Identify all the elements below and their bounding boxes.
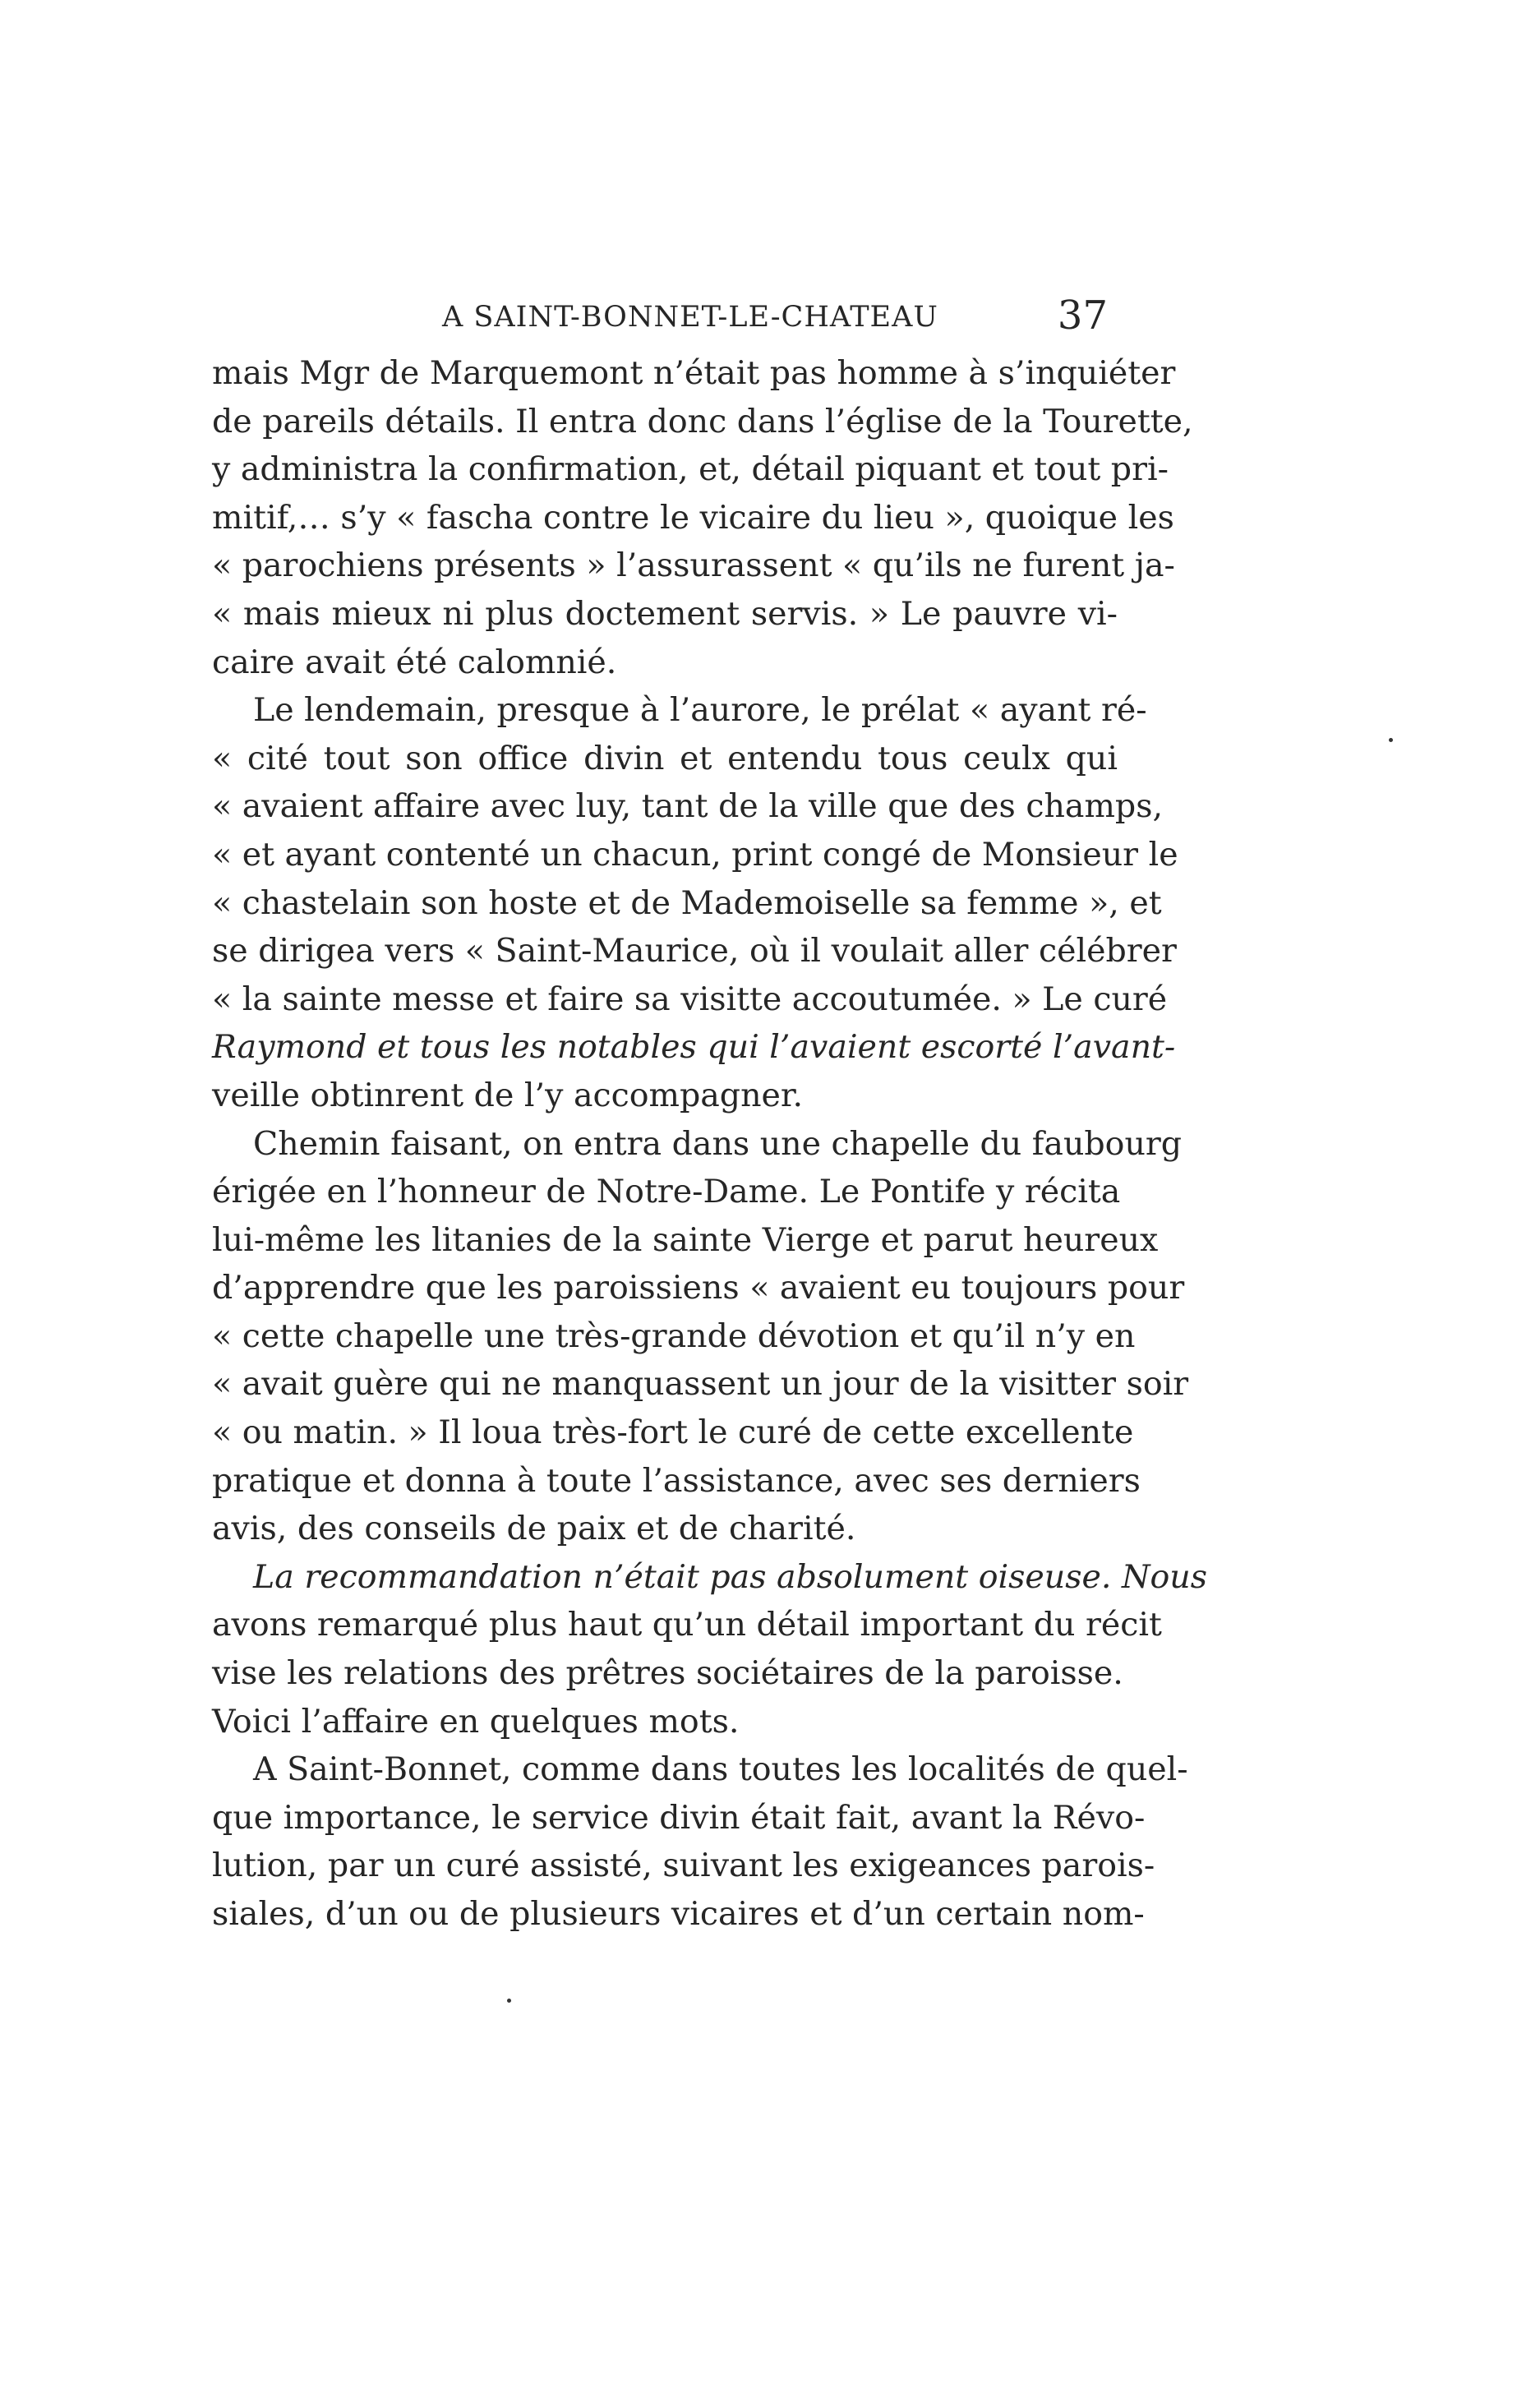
text-line: « parochiens présents » l’assurassent « qu’ils ne furent ja- [212, 546, 1175, 585]
text-line: vise les relations des prêtres sociétaires de la paroisse. [212, 1654, 1123, 1693]
text-line: caire avait été calomnié. [212, 643, 617, 681]
text-line: érigée en l’honneur de Notre-Dame. Le Pontife y récita [212, 1173, 1121, 1211]
text-line: Le lendemain, presque à l’aurore, le prélat « ayant ré- [253, 691, 1147, 730]
text-line: d’apprendre que les paroissiens « avaient eu toujours pour [212, 1269, 1185, 1307]
text-line: avons remarqué plus haut qu’un détail important du récit [212, 1606, 1162, 1644]
text-line: mitif,… s’y « fascha contre le vicaire du lieu », quoique les [212, 498, 1174, 537]
paragraph-3 [212, 1120, 1189, 1553]
running-title: A SAINT-BONNET-LE-CHATEAU [442, 301, 938, 334]
text-line: « et ayant contenté un chacun, print congé de Monsieur le [212, 835, 1178, 874]
paragraph-5 [212, 1745, 1188, 1938]
text-line: « chastelain son hoste et de Mademoiselle sa femme », et [212, 883, 1162, 922]
text-line: « la sainte messe et faire sa visitte accoutumée. » Le curé [212, 980, 1168, 1018]
text-line: « cité tout son office divin et entendu tous ceulx qui [212, 739, 1118, 777]
text-line: se dirigea vers « Saint-Maurice, où il voulait aller célébrer [212, 932, 1177, 971]
paragraph-4 [212, 1553, 1208, 1745]
text-line: « mais mieux ni plus doctement servis. » Le pauvre vi- [212, 594, 1118, 633]
ink-speck [507, 1999, 511, 2003]
text-line: avis, des conseils de paix et de charité. [212, 1510, 856, 1548]
text-line: La recommandation n’était pas absolument oiseuse. Nous [253, 1557, 1208, 1596]
text-line: Voici l’affaire en quelques mots. [212, 1702, 740, 1741]
text-line: A Saint-Bonnet, comme dans toutes les localités de quel- [253, 1750, 1188, 1789]
text-line: de pareils détails. Il entra donc dans l’église de la Tourette, [212, 402, 1193, 440]
running-header [212, 293, 1118, 342]
text-line: lui-même les litanies de la sainte Vierge et parut heureux [212, 1220, 1159, 1259]
text-line: y administra la confirmation, et, détail piquant et tout pri- [212, 450, 1169, 489]
ink-speck [1389, 738, 1393, 742]
text-line: pratique et donna à toute l’assistance, avec ses derniers [212, 1461, 1141, 1500]
text-line: Raymond et tous les notables qui l’avaient escorté l’avant- [212, 1028, 1176, 1067]
text-line: que importance, le service divin était fait, avant la Révo- [212, 1798, 1146, 1837]
text-line: « avaient affaire avec luy, tant de la ville que des champs, [212, 787, 1164, 826]
text-line: mais Mgr de Marquemont n’était pas homme à s’inquiéter [212, 354, 1176, 392]
text-line: veille obtinrent de l’y accompagner. [212, 1076, 804, 1114]
text-line: Chemin faisant, on entra dans une chapelle du faubourg [253, 1124, 1183, 1163]
paragraph-2 [212, 686, 1178, 1119]
text-line: « ou matin. » Il loua très-fort le curé de cette excellente [212, 1413, 1134, 1452]
paragraph-1 [212, 349, 1193, 686]
text-line: lution, par un curé assisté, suivant les exigeances parois- [212, 1847, 1155, 1885]
body-text [212, 349, 1208, 1939]
page-number: 37 [1057, 293, 1108, 339]
text-line: siales, d’un ou de plusieurs vicaires et d’un certain nom- [212, 1895, 1145, 1933]
text-line: « avait guère qui ne manquassent un jour de la visitter soir [212, 1365, 1189, 1404]
text-line: « cette chapelle une très-grande dévotion et qu’il n’y en [212, 1316, 1136, 1355]
